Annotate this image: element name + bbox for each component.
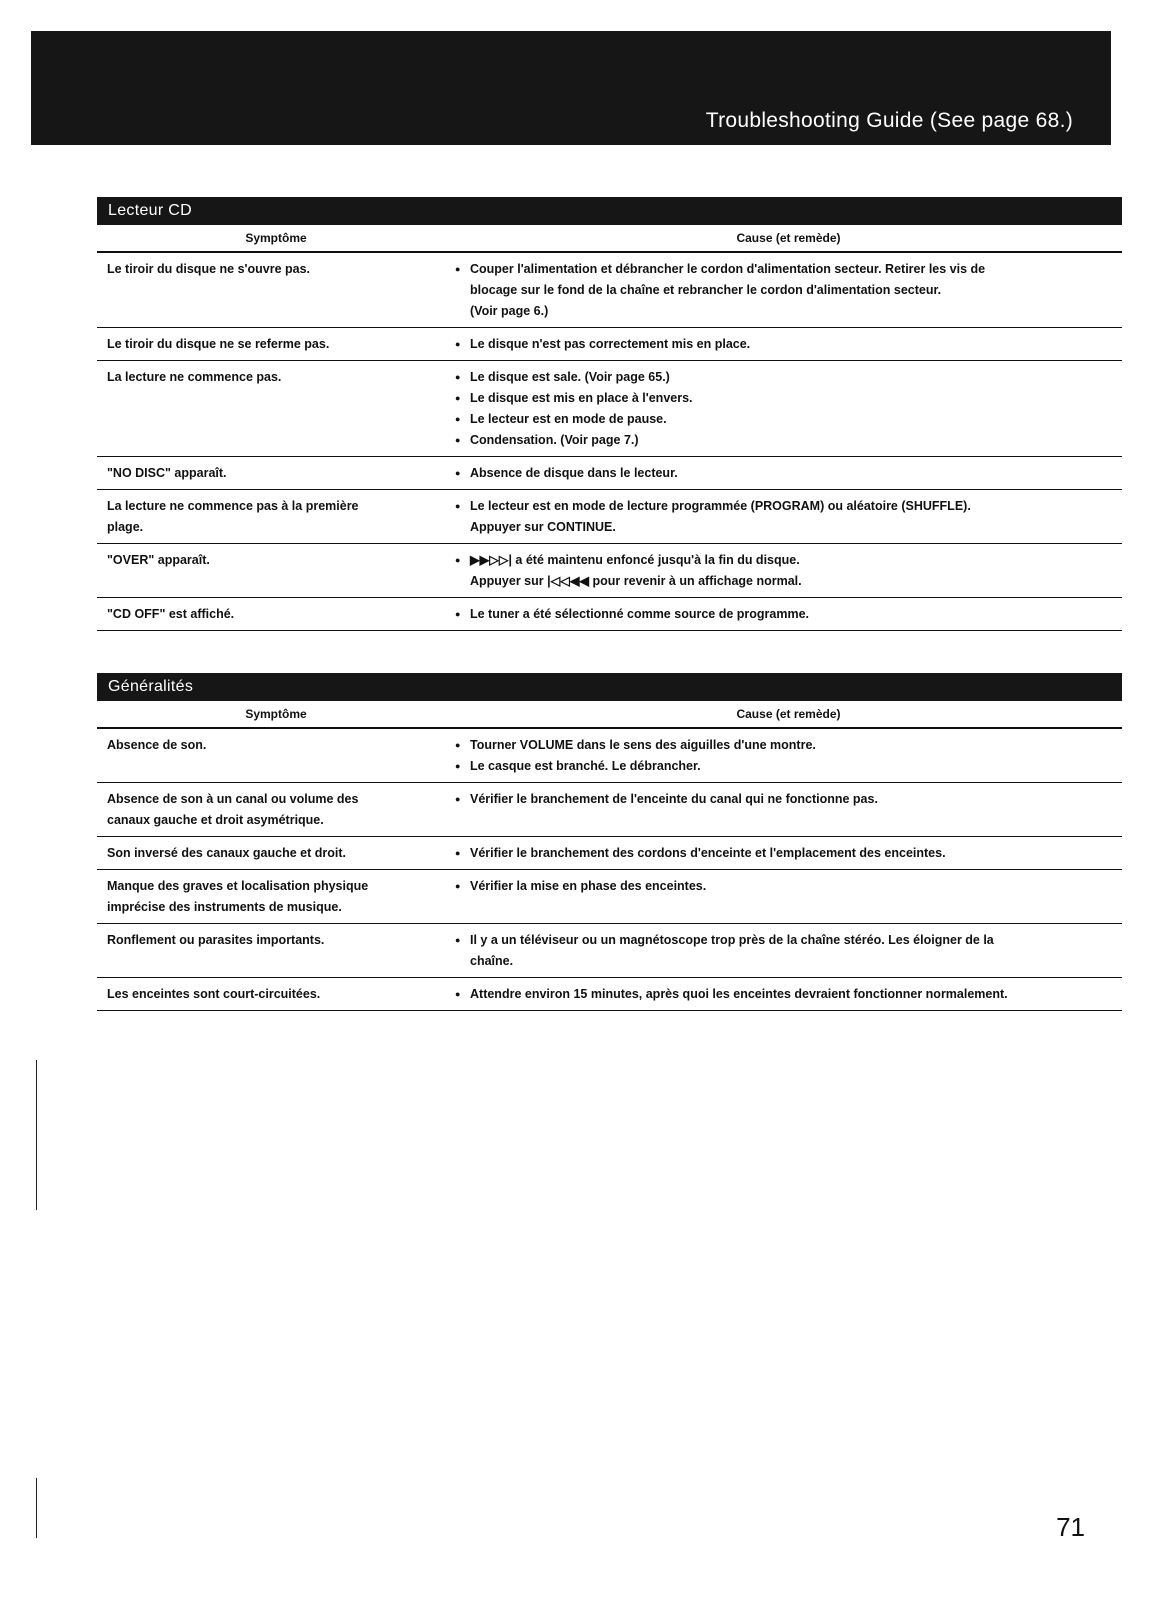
cause-text: ● Le disque n'est pas correctement mis en place. (470, 337, 751, 351)
table-row (97, 253, 1122, 328)
cause-text: ● Vérifier le branchement de l'enceinte du canal qui ne fonctionne pas. (470, 792, 878, 806)
cause-item (455, 334, 1122, 355)
symptom-cell (97, 550, 455, 592)
symptom-text: Son inversé des canaux gauche et droit. (107, 846, 346, 860)
section-title: Lecteur CD (97, 197, 1122, 225)
symptom-cell (97, 496, 455, 538)
cause-text: ● ▶▶▷▷| a été maintenu enfoncé jusqu'à la fin du disque. (470, 553, 800, 567)
table-row (97, 837, 1122, 870)
symptom-cell (97, 334, 455, 355)
symptom-text: Le tiroir du disque ne se referme pas. (107, 337, 330, 351)
cause-item (455, 876, 1122, 897)
symptom-cell (97, 367, 455, 451)
cause-item (455, 409, 1122, 430)
symptom-text: Absence de son. (107, 738, 207, 752)
cause-text: Appuyer sur CONTINUE. (470, 520, 616, 534)
cause-item (455, 367, 1122, 388)
cause-cell (455, 334, 1122, 355)
table-row (97, 544, 1122, 598)
cause-item (455, 388, 1122, 409)
cause-item (455, 843, 1122, 864)
section-lecteur-cd (97, 197, 1122, 631)
cause-text: Appuyer sur |◁◁◀◀ pour revenir à un affichage normal. (470, 574, 802, 588)
cause-item (455, 789, 1122, 810)
symptom-text: Le tiroir du disque ne s'ouvre pas. (107, 262, 311, 276)
cause-item (455, 604, 1122, 625)
cause-item (455, 735, 1122, 756)
section-generalites (97, 673, 1122, 1011)
table-row (97, 328, 1122, 361)
symptom-column-header: Symptôme (245, 231, 307, 245)
symptom-text: Absence de son à un canal ou volume des (107, 792, 359, 806)
cause-text: ● Il y a un téléviseur ou un magnétoscope trop près de la chaîne stéréo. Les éloigner de la (470, 933, 994, 947)
symptom-text: canaux gauche et droit asymétrique. (107, 813, 324, 827)
header-band (31, 31, 1107, 145)
table-row (97, 924, 1122, 978)
cause-text: ● Absence de disque dans le lecteur. (470, 466, 678, 480)
cause-cell (455, 984, 1122, 1005)
symptom-cell (97, 984, 455, 1005)
cause-text: ● Le tuner a été sélectionné comme source de programme. (470, 607, 810, 621)
cause-cell (455, 735, 1122, 777)
cause-cell (455, 496, 1122, 538)
symptom-cell (97, 930, 455, 972)
cause-item (455, 430, 1122, 451)
section-title: Généralités (97, 673, 1122, 701)
cause-text: ● Vérifier la mise en phase des enceintes. (470, 879, 707, 893)
symptom-cell (97, 789, 455, 831)
binding-mark (36, 1060, 37, 1210)
cause-item (455, 984, 1122, 1005)
cause-cell (455, 876, 1122, 918)
cause-text: ● Attendre environ 15 minutes, après quoi les enceintes devraient fonctionner normalement. (470, 987, 1008, 1001)
table-row (97, 598, 1122, 631)
cause-text: ● Le lecteur est en mode de lecture programmée (PROGRAM) ou aléatoire (SHUFFLE). (470, 499, 971, 513)
cause-text: (Voir page 6.) (470, 304, 549, 318)
symptom-text: "CD OFF" est affiché. (107, 607, 235, 621)
symptom-text: La lecture ne commence pas à la première (107, 499, 359, 513)
cause-item (455, 930, 1122, 972)
symptom-cell (97, 463, 455, 484)
table-row (97, 978, 1122, 1011)
cause-text: ● Le disque est mis en place à l'envers. (470, 391, 693, 405)
cause-cell (455, 463, 1122, 484)
table-row (97, 729, 1122, 783)
table-row (97, 457, 1122, 490)
symptom-text: Ronflement ou parasites importants. (107, 933, 325, 947)
cause-item (455, 550, 1122, 592)
cause-cell (455, 789, 1122, 831)
column-headers (97, 225, 1122, 253)
cause-item (455, 463, 1122, 484)
cause-text: ● Condensation. (Voir page 7.) (470, 433, 639, 447)
cause-column-header: Cause (et remède) (736, 231, 841, 245)
cause-text: blocage sur le fond de la chaîne et rebrancher le cordon d'alimentation secteur. (470, 283, 942, 297)
cause-text: ● Vérifier le branchement des cordons d'enceinte et l'emplacement des enceintes. (470, 846, 946, 860)
symptom-cell (97, 843, 455, 864)
table-row (97, 361, 1122, 457)
cause-cell (455, 550, 1122, 592)
symptom-text: imprécise des instruments de musique. (107, 900, 342, 914)
binding-mark (36, 1478, 37, 1538)
cause-text: ● Le casque est branché. Le débrancher. (470, 759, 701, 773)
cause-cell (455, 843, 1122, 864)
cause-cell (455, 259, 1122, 322)
cause-text: ● Le disque est sale. (Voir page 65.) (470, 370, 670, 384)
cause-cell (455, 930, 1122, 972)
cause-text: ● Couper l'alimentation et débrancher le cordon d'alimentation secteur. Retirer les vis de (470, 262, 986, 276)
cause-cell (455, 367, 1122, 451)
column-headers (97, 701, 1122, 729)
symptom-cell (97, 735, 455, 777)
table-row (97, 870, 1122, 924)
cause-text: ● Tourner VOLUME dans le sens des aiguilles d'une montre. (470, 738, 816, 752)
symptom-text: Manque des graves et localisation physique (107, 879, 369, 893)
symptom-text: La lecture ne commence pas. (107, 370, 282, 384)
cause-column-header: Cause (et remède) (736, 707, 841, 721)
symptom-cell (97, 259, 455, 322)
symptom-text: Les enceintes sont court-circuitées. (107, 987, 321, 1001)
symptom-cell (97, 876, 455, 918)
cause-text: chaîne. (470, 954, 514, 968)
cause-item (455, 496, 1122, 538)
symptom-text: "NO DISC" apparaît. (107, 466, 227, 480)
cause-text: ● Le lecteur est en mode de pause. (470, 412, 667, 426)
symptom-cell (97, 604, 455, 625)
symptom-text: plage. (107, 520, 144, 534)
page-number: 71 (1056, 1512, 1085, 1542)
cause-item (455, 756, 1122, 777)
symptom-text: "OVER" apparaît. (107, 553, 210, 567)
cause-cell (455, 604, 1122, 625)
cause-item (455, 259, 1122, 322)
table-row (97, 783, 1122, 837)
table-row (97, 490, 1122, 544)
page-title: Troubleshooting Guide (See page 68.) (705, 109, 1073, 132)
troubleshooting-rows (97, 253, 1122, 631)
symptom-column-header: Symptôme (245, 707, 307, 721)
troubleshooting-rows (97, 729, 1122, 1011)
